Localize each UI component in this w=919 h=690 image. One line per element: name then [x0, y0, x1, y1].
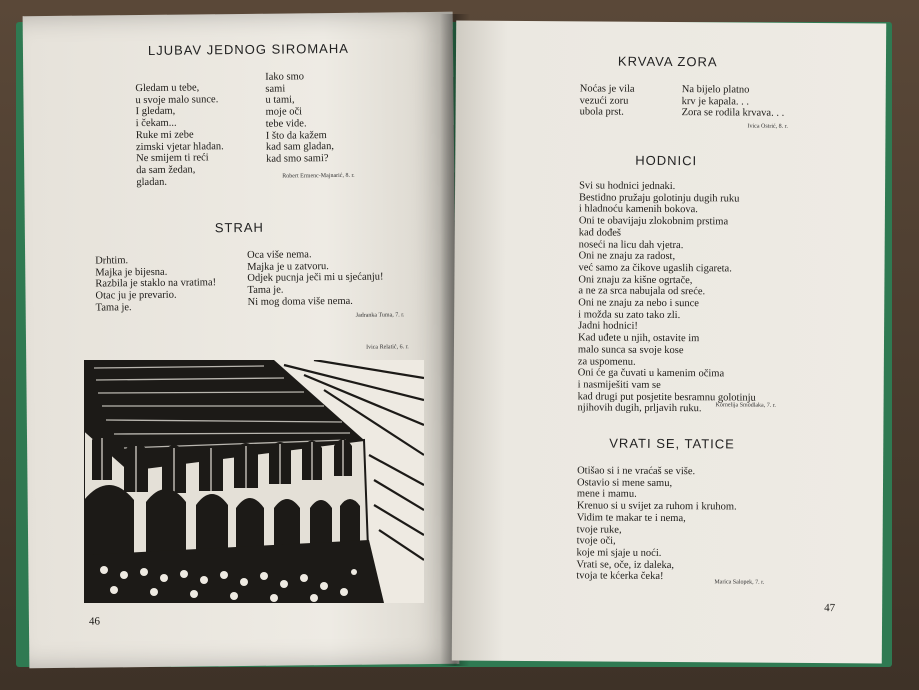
poem-strah-col1: Drhtim. Majka je bijesna. Razbila je staklo na vratima! Otac ju je prevario. Tama je.	[95, 255, 217, 314]
poem-hodnici-body: Svi su hodnici jednaki. Bestidno pružaju golotinju dugih ruku i hladnoću kamenih bokova. Oni te obavijaju zlokobnim prstima kad dođeš noseći na licu dah vjetra. Oni ne znaju za radost, već samo za čikove ugaslih cigareta. Oni znaju za kišne ogrtače, a ne za srca nabujala od sreće. Oni ne znaju za nebo i sunce i možda su zato tako zli. Jadni hodnici! Kad uđete u njih, ostavite im malo sunca sa svoje kose za uspomenu. Oni će ga čuvati u kamenim očima i nasmiješiti vam se kad drugi put posjetite besramnu golotinju njihovih dugih, prljavih ruku.	[577, 180, 756, 415]
poem-ljubav-col1: Gledam u tebe, u svoje malo sunce. I gledam, i čekam... Ruke mi zebe zimski vjetar hladan. Ne smijem ti reći da sam žedan, gladan.	[135, 82, 224, 188]
poem-vrati-body: Otišao si i ne vraćaš se više. Ostavio si mene samu, mene i mamu. Krenuo si u svijet za ruhom i kruhom. Vidim te makar te i nema, tvoje ruke, tvoje oči, koje mi sjaje u noći. Vrati se, oče, iz daleka, tvoja te kćerka čeka!	[576, 465, 737, 583]
linocut-illustration	[84, 360, 424, 603]
page-number-right: 47	[824, 602, 836, 615]
page-number-left: 46	[88, 615, 101, 628]
poem-ljubav-col2: Iako smo sami u tami, moje oči tebe vide. I što da kažem kad sam gladan, kad smo sami?	[265, 71, 334, 165]
poem-strah-col2: Oca više nema. Majka je u zatvoru. Odjek pucnja ječi mi u sjećanju! Tama je. Ni mog doma više nema.	[247, 249, 384, 308]
poem-title-vrati-se: VRATI SE, TATICE	[609, 435, 735, 452]
poem-title-strah: STRAH	[214, 219, 264, 236]
poem-ljubav-author: Robert Ermenc-Majnarić, 8. r.	[282, 172, 355, 180]
poem-title-ljubav: LJUBAV JEDNOG SIROMAHA	[147, 40, 349, 58]
poem-krvava-col1: Noćas je vila vezući zoru ubola prst.	[579, 83, 635, 119]
poem-vrati-author: Marica Salopek, 7. r.	[714, 579, 765, 586]
building-arcade-image	[84, 360, 424, 603]
poem-strah-author: Jadranka Tuma, 7. r.	[355, 312, 405, 319]
poem-title-krvava-zora: KRVAVA ZORA	[617, 53, 718, 70]
poem-title-hodnici: HODNICI	[635, 152, 698, 169]
illustration-author: Ivica Relatić, 6. r.	[366, 344, 409, 351]
poem-krvava-author: Ivica Ostrić, 8. r.	[747, 123, 788, 130]
poem-hodnici-author: Kornelija Smodlaka, 7. r.	[715, 402, 776, 409]
right-page	[452, 21, 886, 664]
poem-krvava-col2: Na bijelo platno krv je kapala. . . Zora se rodila krvava. . .	[681, 84, 785, 120]
